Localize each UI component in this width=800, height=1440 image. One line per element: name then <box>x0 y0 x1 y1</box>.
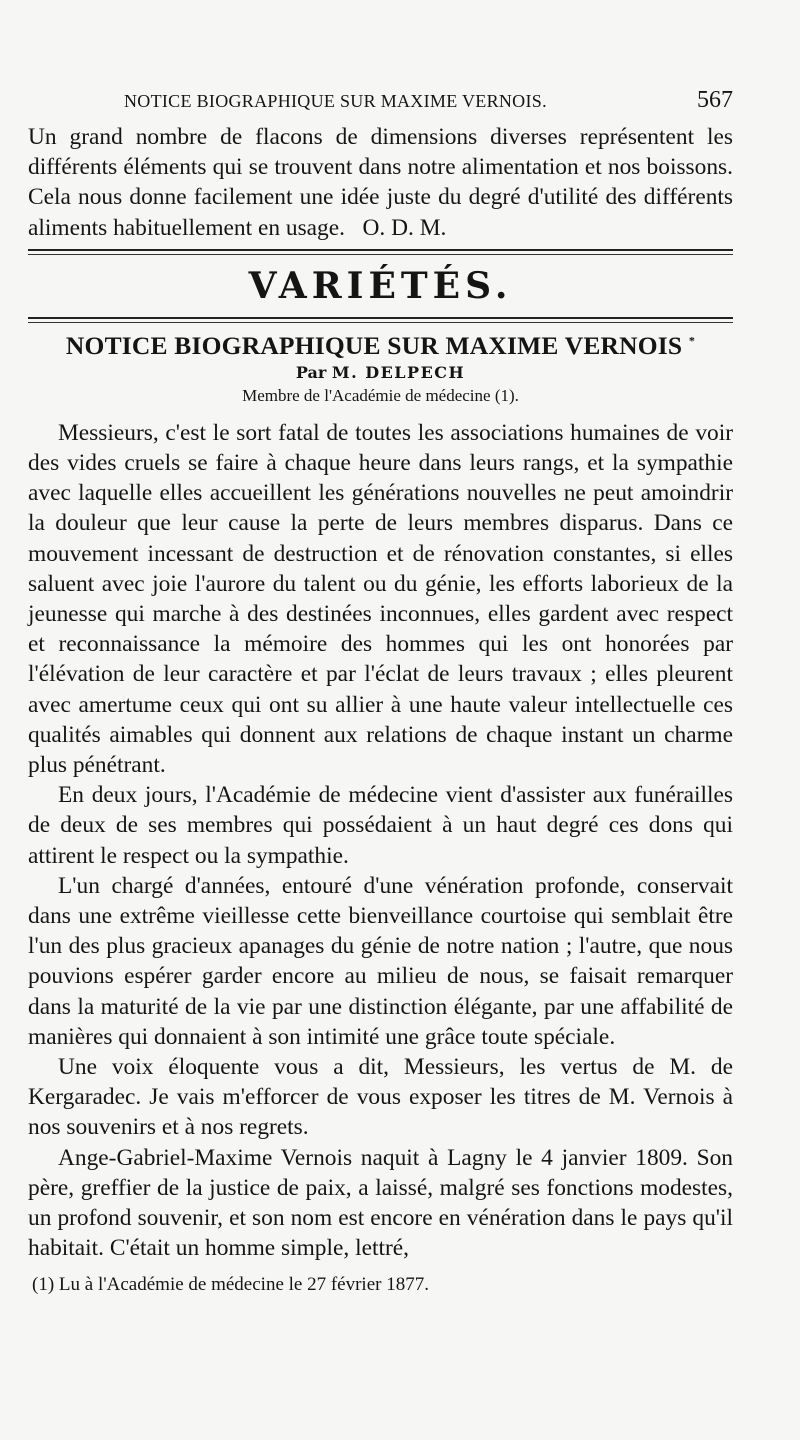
body-paragraph: En deux jours, l'Académie de médecine vient d'assister aux funérailles de deux de ses membres qui possédaient à un haut degré ces dons qui attirent le respect ou la sympathie. <box>28 782 733 869</box>
author-name: M. DELPECH <box>331 362 466 382</box>
author-by: Par <box>295 362 327 382</box>
author-affiliation: Membre de l'Académie de médecine (1). <box>242 385 519 405</box>
section-banner <box>28 249 733 323</box>
body-paragraph: L'un chargé d'années, entouré d'une vénération profonde, conservait dans une extrême vieillesse cette bienveillance courtoise qui semblait être l'un des plus gracieux apanages du génie de notre nation ; l'autre, que nous pouvions espérer garder encore au milieu de nous, se faisait remarquer dans la maturité de la vie par une distinction élégante, par une affabilité de manières qui donnaient à son intimité une grâce toute spéciale. <box>28 872 733 1050</box>
intro-signature: O. D. M. <box>362 214 447 241</box>
article-title: NOTICE BIOGRAPHIQUE SUR MAXIME VERNOIS * <box>65 330 696 360</box>
body-paragraph: Messieurs, c'est le sort fatal de toutes les associations humaines de voir des vides cruels se faire à chaque heure dans leurs rangs, et la sympathie avec laquelle elles accueillent les générations nouvelles ne peut amoindrir la douleur que leur cause la perte de leurs membres disparus. Dans ce mouvement incessant de destruction et de rénovation constantes, si elles saluent avec joie l'aurore du talent ou du génie, les efforts laborieux de la jeunesse qui marche à des destinées inconnues, elles gardent avec respect et reconnaissance la mémoire des hommes qui les ont honorées par l'élévation de leur caractère et par l'éclat de leurs travaux ; elles pleurent avec amertume ceux qui ont su allier à une haute valeur intellectuelle ces qualités aimables qui donnent aux relations de chaque instant un charme plus pénétrant. <box>28 419 733 779</box>
section-rule-top <box>28 249 733 251</box>
intro-paragraph <box>28 122 733 243</box>
title-footnote-marker: * <box>688 333 696 348</box>
body-paragraph: Ange-Gabriel-Maxime Vernois naquit à Lagny le 4 janvier 1809. Son père, greffier de la justice de paix, a laissé, malgré ses fonctions modestes, un profond souvenir, et son nom est encore en vénération dans le pays qu'il habitait. C'était un homme simple, lettré, <box>28 1144 733 1262</box>
section-title: VARIÉTÉS. <box>248 264 513 307</box>
section-rule-bottom-thin <box>28 322 733 323</box>
body-paragraph: Une voix éloquente vous a dit, Messieurs, les vertus de M. de Kergaradec. Je vais m'efforcer de vous exposer les titres de M. Vernois à nos souvenirs et à nos regrets. <box>28 1054 733 1141</box>
running-header <box>28 80 733 120</box>
author-line <box>28 363 733 382</box>
footnote: (1) Lu à l'Académie de médecine le 27 février 1877. <box>32 1273 429 1295</box>
book-page <box>28 80 733 1296</box>
page-number: 567 <box>697 87 733 113</box>
intro-text: Un grand nombre de flacons de dimensions diverses représentent les différents éléments qui se trouvent dans notre alimentation et nos boissons. Cela nous donne facilement une idée juste du degré d'utilité des différents aliments habituellement en usage. O. D. M. <box>28 124 733 241</box>
article-body <box>28 418 733 1264</box>
section-rule-bottom <box>28 317 733 319</box>
running-title: NOTICE BIOGRAPHIQUE SUR MAXIME VERNOIS. <box>124 91 547 111</box>
